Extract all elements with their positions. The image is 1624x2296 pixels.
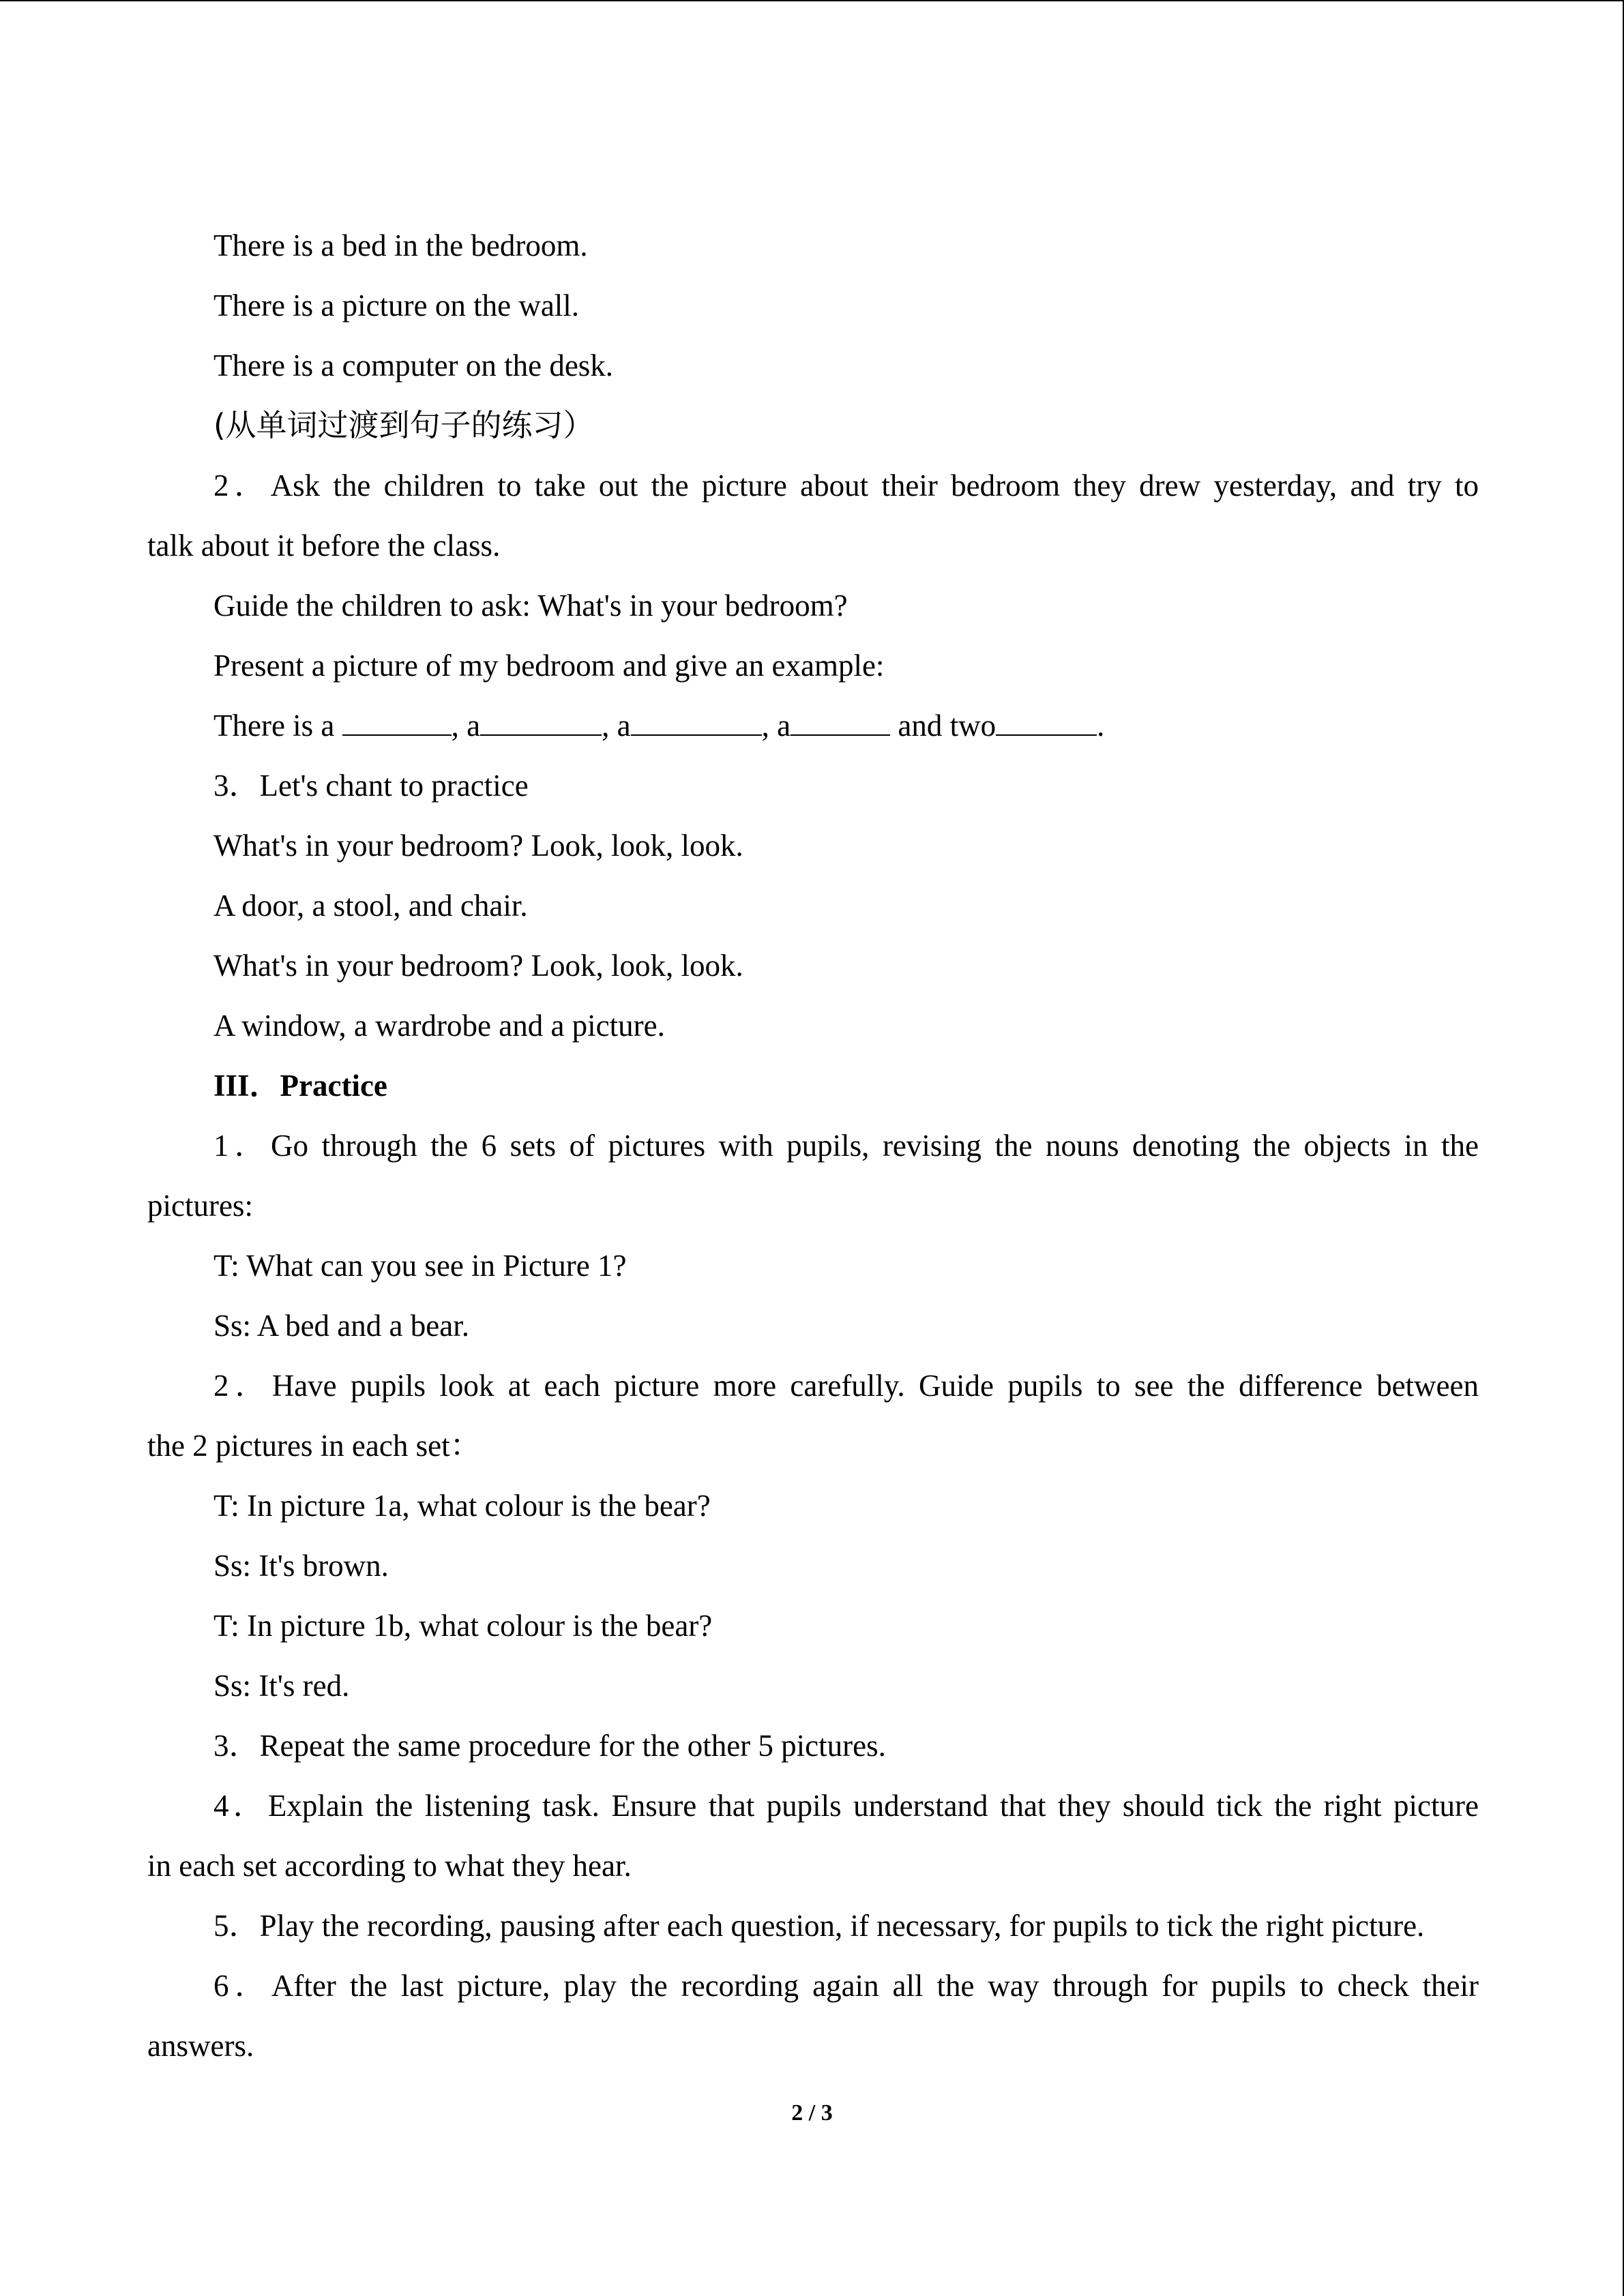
fill-prefix: There is a [213,709,342,743]
practice-step-4-continued: in each set according to what they hear. [147,1849,632,1883]
practice-step-6-continued: answers. [147,2029,254,2063]
sentence-bed: There is a bed in the bedroom. [213,228,588,263]
practice-step-2-continued: the 2 pictures in each set： [147,1429,481,1463]
practice-step-1-continued: pictures: [147,1189,253,1223]
dialogue-students-2: Ss: It's brown. [213,1549,389,1583]
section-heading-practice: III．Practice [213,1069,387,1103]
page-number: 2 / 3 [791,2100,833,2126]
blank-1 [342,709,452,736]
practice-step-2: 2．Have pupils look at each picture more carefully. Guide pupils to see the difference between [213,1369,1479,1403]
step-2-text: 2．Ask the children to take out the picture about their bedroom they drew yesterday, and try to [213,468,1479,503]
practice-step-3: 3．Repeat the same procedure for the other 5 pictures. [213,1729,886,1763]
step-2-continued: talk about it before the class. [147,528,501,563]
chant-line-1: What's in your bedroom? Look, look, look. [213,829,743,863]
dialogue-students-3: Ss: It's red. [213,1669,350,1703]
present-example: Present a picture of my bedroom and give an example: [213,648,885,683]
dialogue-teacher-2: T: In picture 1a, what colour is the bear? [213,1489,711,1523]
practice-step-5: 5．Play the recording, pausing after each question, if necessary, for pupils to tick the right picture. [213,1909,1425,1943]
fill-blank-sentence [147,696,1479,756]
chinese-note: (从单词过渡到句子的练习） [213,407,594,443]
practice-step-6: 6．After the last picture, play the recording again all the way through for pupils to check their [213,1969,1479,2003]
dialogue-students-1: Ss: A bed and a bear. [213,1309,469,1343]
fill-sep-2: , a [602,709,631,743]
blank-3 [631,709,762,736]
fill-end: . [1097,709,1105,743]
practice-step-1: 1．Go through the 6 sets of pictures with pupils, revising the nouns denoting the objects in the [213,1129,1479,1163]
dialogue-teacher-3: T: In picture 1b, what colour is the bear? [213,1609,713,1643]
practice-step-4: 4．Explain the listening task. Ensure that pupils understand that they should tick the right picture [213,1789,1479,1823]
dialogue-teacher-1: T: What can you see in Picture 1? [213,1249,627,1283]
step-3-chant: 3．Let's chant to practice [213,769,529,803]
sentence-computer: There is a computer on the desk. [213,348,614,383]
document-body [147,215,1479,2076]
fill-sep-4: and two [890,709,996,743]
blank-5 [996,709,1097,736]
fill-sep-1: , a [451,709,481,743]
blank-2 [480,709,602,736]
chant-line-2: A door, a stool, and chair. [213,889,528,923]
chant-line-3: What's in your bedroom? Look, look, look. [213,949,743,983]
blank-4 [791,709,890,736]
guide-question: Guide the children to ask: What's in your bedroom? [213,588,848,623]
chant-line-4: A window, a wardrobe and a picture. [213,1009,665,1043]
fill-sep-3: , a [761,709,791,743]
sentence-picture: There is a picture on the wall. [213,288,580,323]
